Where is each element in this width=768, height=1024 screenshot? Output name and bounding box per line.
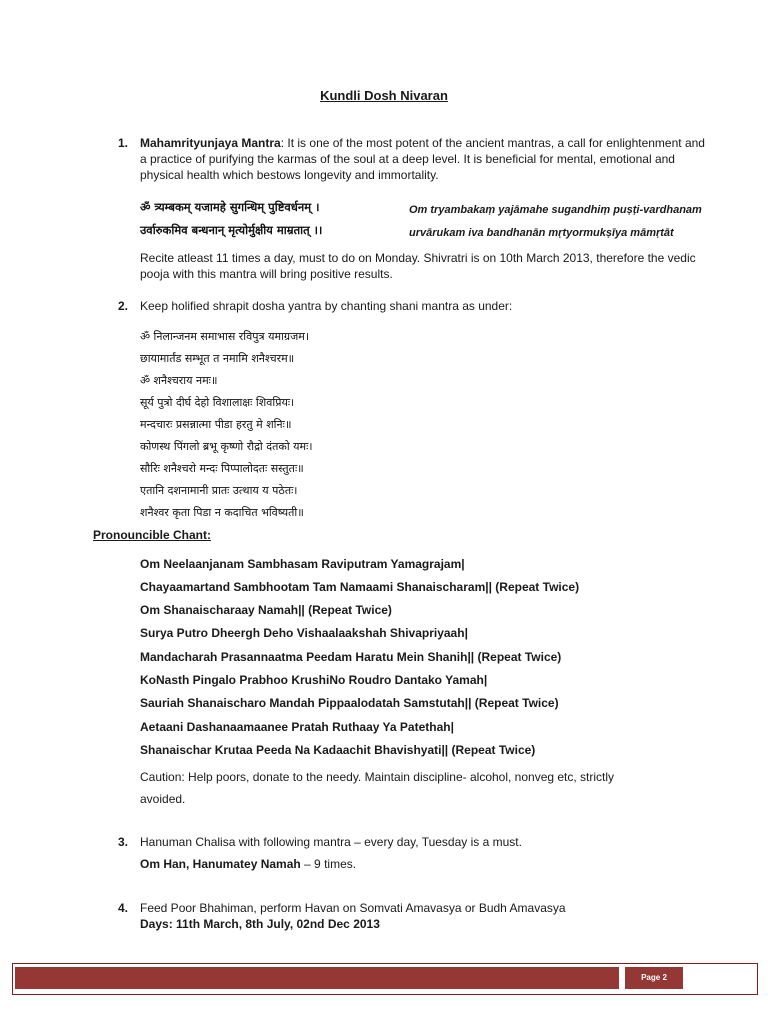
transliteration-line: urvārukam iva bandhanān mṛtyormukṣīya māmṛtāt: [409, 227, 674, 239]
item-number: 1.: [118, 136, 129, 150]
sanskrit-line: उर्वारुकमिव बन्धनान् मृत्योर्मुक्षीय माम्रतात् ।।: [140, 223, 323, 237]
item-number: 2.: [118, 299, 129, 313]
section-heading: Pronouncible Chant:: [93, 528, 211, 542]
sanskrit-line: सूर्य पुत्रो दीर्घ देहो विशालाक्षः शिवप्रियः।: [140, 396, 295, 409]
item-1-description: : It is one of the most potent of the ancient mantras, a call for enlightenment and a practice of purifying the karmas of the soul at a deep level. It is beneficial for mental, emotional and physical health which bestows longevity and immortality.: [140, 136, 705, 182]
item-4-text: Feed Poor Bhahiman, perform Havan on Somvati Amavasya or Budh Amavasya: [140, 901, 566, 915]
item-1-note: Recite atleast 11 times a day, must to do on Monday. Shivratri is on 10th March 2013, therefore the vedic pooja with this mantra will bring positive results.: [140, 251, 696, 281]
transliteration-line: Om tryambakaṃ yajāmahe sugandhiṃ puṣṭi-vardhanam: [409, 204, 702, 216]
item-1-text: [140, 135, 710, 183]
item-number: 4.: [118, 901, 129, 915]
sanskrit-line: एतानि दशनामानी प्रातः उत्थाय य पठेतः।: [140, 484, 298, 497]
page-number: Page 2: [625, 967, 683, 989]
chant-line: Om Neelaanjanam Sambhasam Raviputram Yamagrajam|: [140, 557, 465, 571]
sanskrit-line: सौरिः शनैश्चरो मन्दः पिप्पालोदतः सस्तुतः॥: [140, 462, 304, 475]
sanskrit-line: मन्दचारः प्रसन्नात्मा पीडा हरतु मे शनिः॥: [140, 418, 292, 431]
sanskrit-line: छायामार्तंड सम्भूत त नमामि शनैश्चरम॥: [140, 352, 295, 365]
chant-line: Mandacharah Prasannaatma Peedam Haratu Mein Shanih|| (Repeat Twice): [140, 650, 562, 664]
sanskrit-line: कोणस्थ पिंगलो ब्रभू कृष्णो रौद्रो दंतको यमः।: [140, 440, 313, 453]
sanskrit-line: ॐ शनैश्चराय नमः॥: [140, 374, 218, 387]
item-3-text: Hanuman Chalisa with following mantra – every day, Tuesday is a must.: [140, 835, 522, 849]
item-1-lead: Mahamrityunjaya Mantra: [140, 136, 281, 150]
caution-text: Caution: Help poors, donate to the needy. Maintain discipline- alcohol, nonveg etc, strictly avoided.: [140, 770, 615, 806]
sanskrit-line: शनैश्वर कृता पिडा न कदाचित भविष्यती॥: [140, 506, 304, 519]
sanskrit-line: ॐ निलान्जनम समाभास रविपुत्र यमाग्रजम।: [140, 330, 309, 343]
document-title: Kundli Dosh Nivaran: [320, 88, 448, 103]
item-3-mantra: [140, 856, 700, 872]
chant-line: Sauriah Shanaischaro Mandah Pippaalodatah Samstutah|| (Repeat Twice): [140, 696, 559, 710]
footer-bar: [15, 967, 619, 989]
page-footer: [12, 963, 758, 995]
chant-line: KoNasth Pingalo Prabhoo KrushiNo Roudro Dantako Yamah|: [140, 673, 488, 687]
item-2-text: Keep holified shrapit dosha yantra by chanting shani mantra as under:: [140, 299, 513, 313]
mantra-count: – 9 times.: [300, 857, 357, 871]
sanskrit-line: ॐ त्र्यम्बकम् यजामहे सुगन्धिम् पुष्टिवर्धनम् ।: [140, 200, 320, 214]
chant-line: Shanaischar Krutaa Peeda Na Kadaachit Bhavishyati|| (Repeat Twice): [140, 743, 536, 757]
chant-line: Aetaani Dashanaamaanee Pratah Ruthaay Ya Patethah|: [140, 720, 454, 734]
chant-line: Chayaamartand Sambhootam Tam Namaami Shanaischaram|| (Repeat Twice): [140, 580, 580, 594]
item-4-days: Days: 11th March, 8th July, 02nd Dec 2013: [140, 917, 380, 931]
chant-line: Om Shanaischaraay Namah|| (Repeat Twice): [140, 603, 392, 617]
chant-line: Surya Putro Dheergh Deho Vishaalaakshah Shivapriyaah|: [140, 626, 468, 640]
item-number: 3.: [118, 835, 129, 849]
hanuman-mantra: Om Han, Hanumatey Namah: [140, 857, 301, 871]
